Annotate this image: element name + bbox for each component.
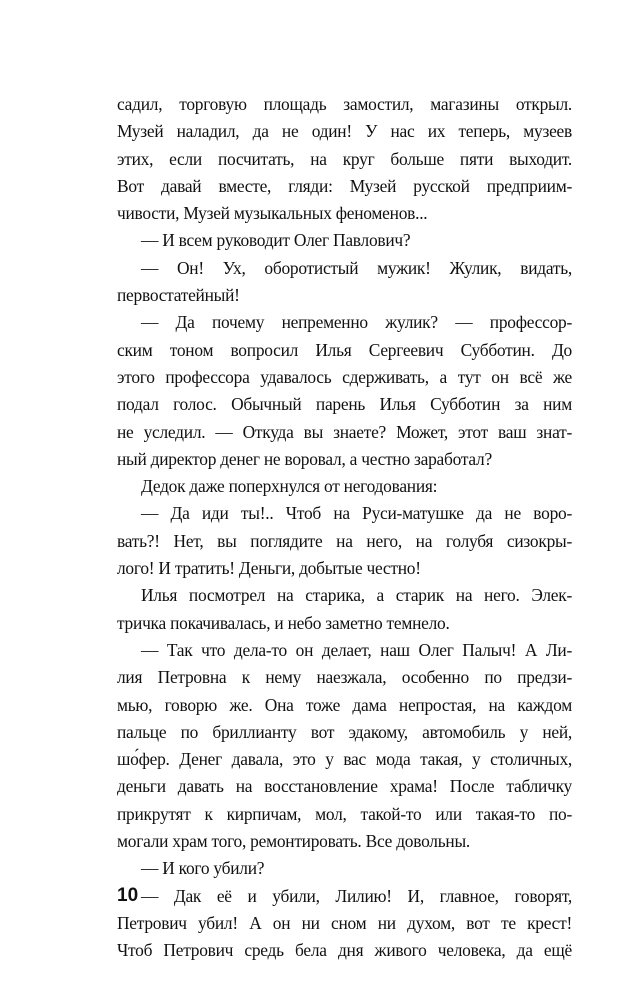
- text-line: вать?! Нет, вы поглядите на него, на голубя сизокры-: [117, 530, 572, 551]
- text-line: могали храм того, ремонтировать. Все довольны.: [117, 831, 470, 852]
- text-line: прикрутят к кирпичам, мол, такой-то или такая-то по-: [117, 803, 572, 824]
- text-line: лого! И тратить! Деньги, добытые честно!: [117, 558, 421, 579]
- text-line: не уследил. — Откуда вы знаете? Может, этот ваш знат-: [117, 421, 572, 442]
- text-line: Илья посмотрел на старика, а старик на него. Элек-: [141, 585, 572, 606]
- text-line: пальце по бриллианту вот эдакому, автомобиль у ней,: [117, 721, 572, 742]
- text-line: лия Петровна к нему наезжала, особенно по предзи-: [117, 667, 572, 688]
- text-line: садил, торговую площадь замостил, магазины открыл.: [117, 94, 572, 114]
- text-line: Чтоб Петрович средь бела дня живого человека, да ещё: [117, 940, 572, 961]
- text-line: — И кого убили?: [141, 858, 265, 879]
- text-line: тричка покачивалась, и небо заметно темнело.: [117, 612, 450, 633]
- text-line: чивости, Музей музыкальных феноменов...: [117, 203, 428, 224]
- text-line: Музей наладил, да не один! У нас их теперь, музеев: [117, 121, 572, 142]
- text-line: — И всем руководит Олег Павлович?: [141, 230, 411, 251]
- text-line: — Да почему непременно жулик? — профессор-: [141, 312, 572, 333]
- text-line: — Так что дела-то он делает, наш Олег Палыч! А Ли-: [141, 639, 572, 660]
- text-line: Дедок даже поперхнулся от негодования:: [141, 476, 438, 497]
- text-line: мью, говорю же. Она тоже дама непростая, на каждом: [117, 694, 572, 715]
- text-line: подал голос. Обычный парень Илья Субботин за ним: [117, 394, 572, 415]
- text-line: ским тоном вопросил Илья Сергеевич Субботин. До: [117, 339, 572, 360]
- text-line: — Дак её и убили, Лилию! И, главное, говорят,: [141, 885, 572, 906]
- text-line: первостатейный!: [117, 285, 240, 306]
- text-line: деньги давать на восстановление храма! После табличку: [117, 776, 572, 797]
- body-text: [117, 91, 572, 965]
- text-line: ный директор денег не воровал, а честно заработал?: [117, 448, 492, 469]
- page-number: 10: [117, 885, 139, 906]
- text-line: этого профессора удавалось сдерживать, а тут он всё же: [117, 366, 572, 387]
- text-line: Петрович убил! А он ни сном ни духом, вот те крест!: [117, 912, 572, 933]
- text-line: этих, если посчитать, на круг больше пяти выходит.: [117, 148, 572, 169]
- text-line: — Он! Ух, оборотистый мужик! Жулик, видать,: [141, 257, 572, 278]
- text-line: — Да иди ты!.. Чтоб на Руси-матушке да не воро-: [141, 503, 572, 524]
- text-line: Вот давай вместе, гляди: Музей русской предприим-: [117, 175, 572, 196]
- text-line: шо́фер. Денег давала, это у вас мода такая, у столичных,: [117, 749, 572, 770]
